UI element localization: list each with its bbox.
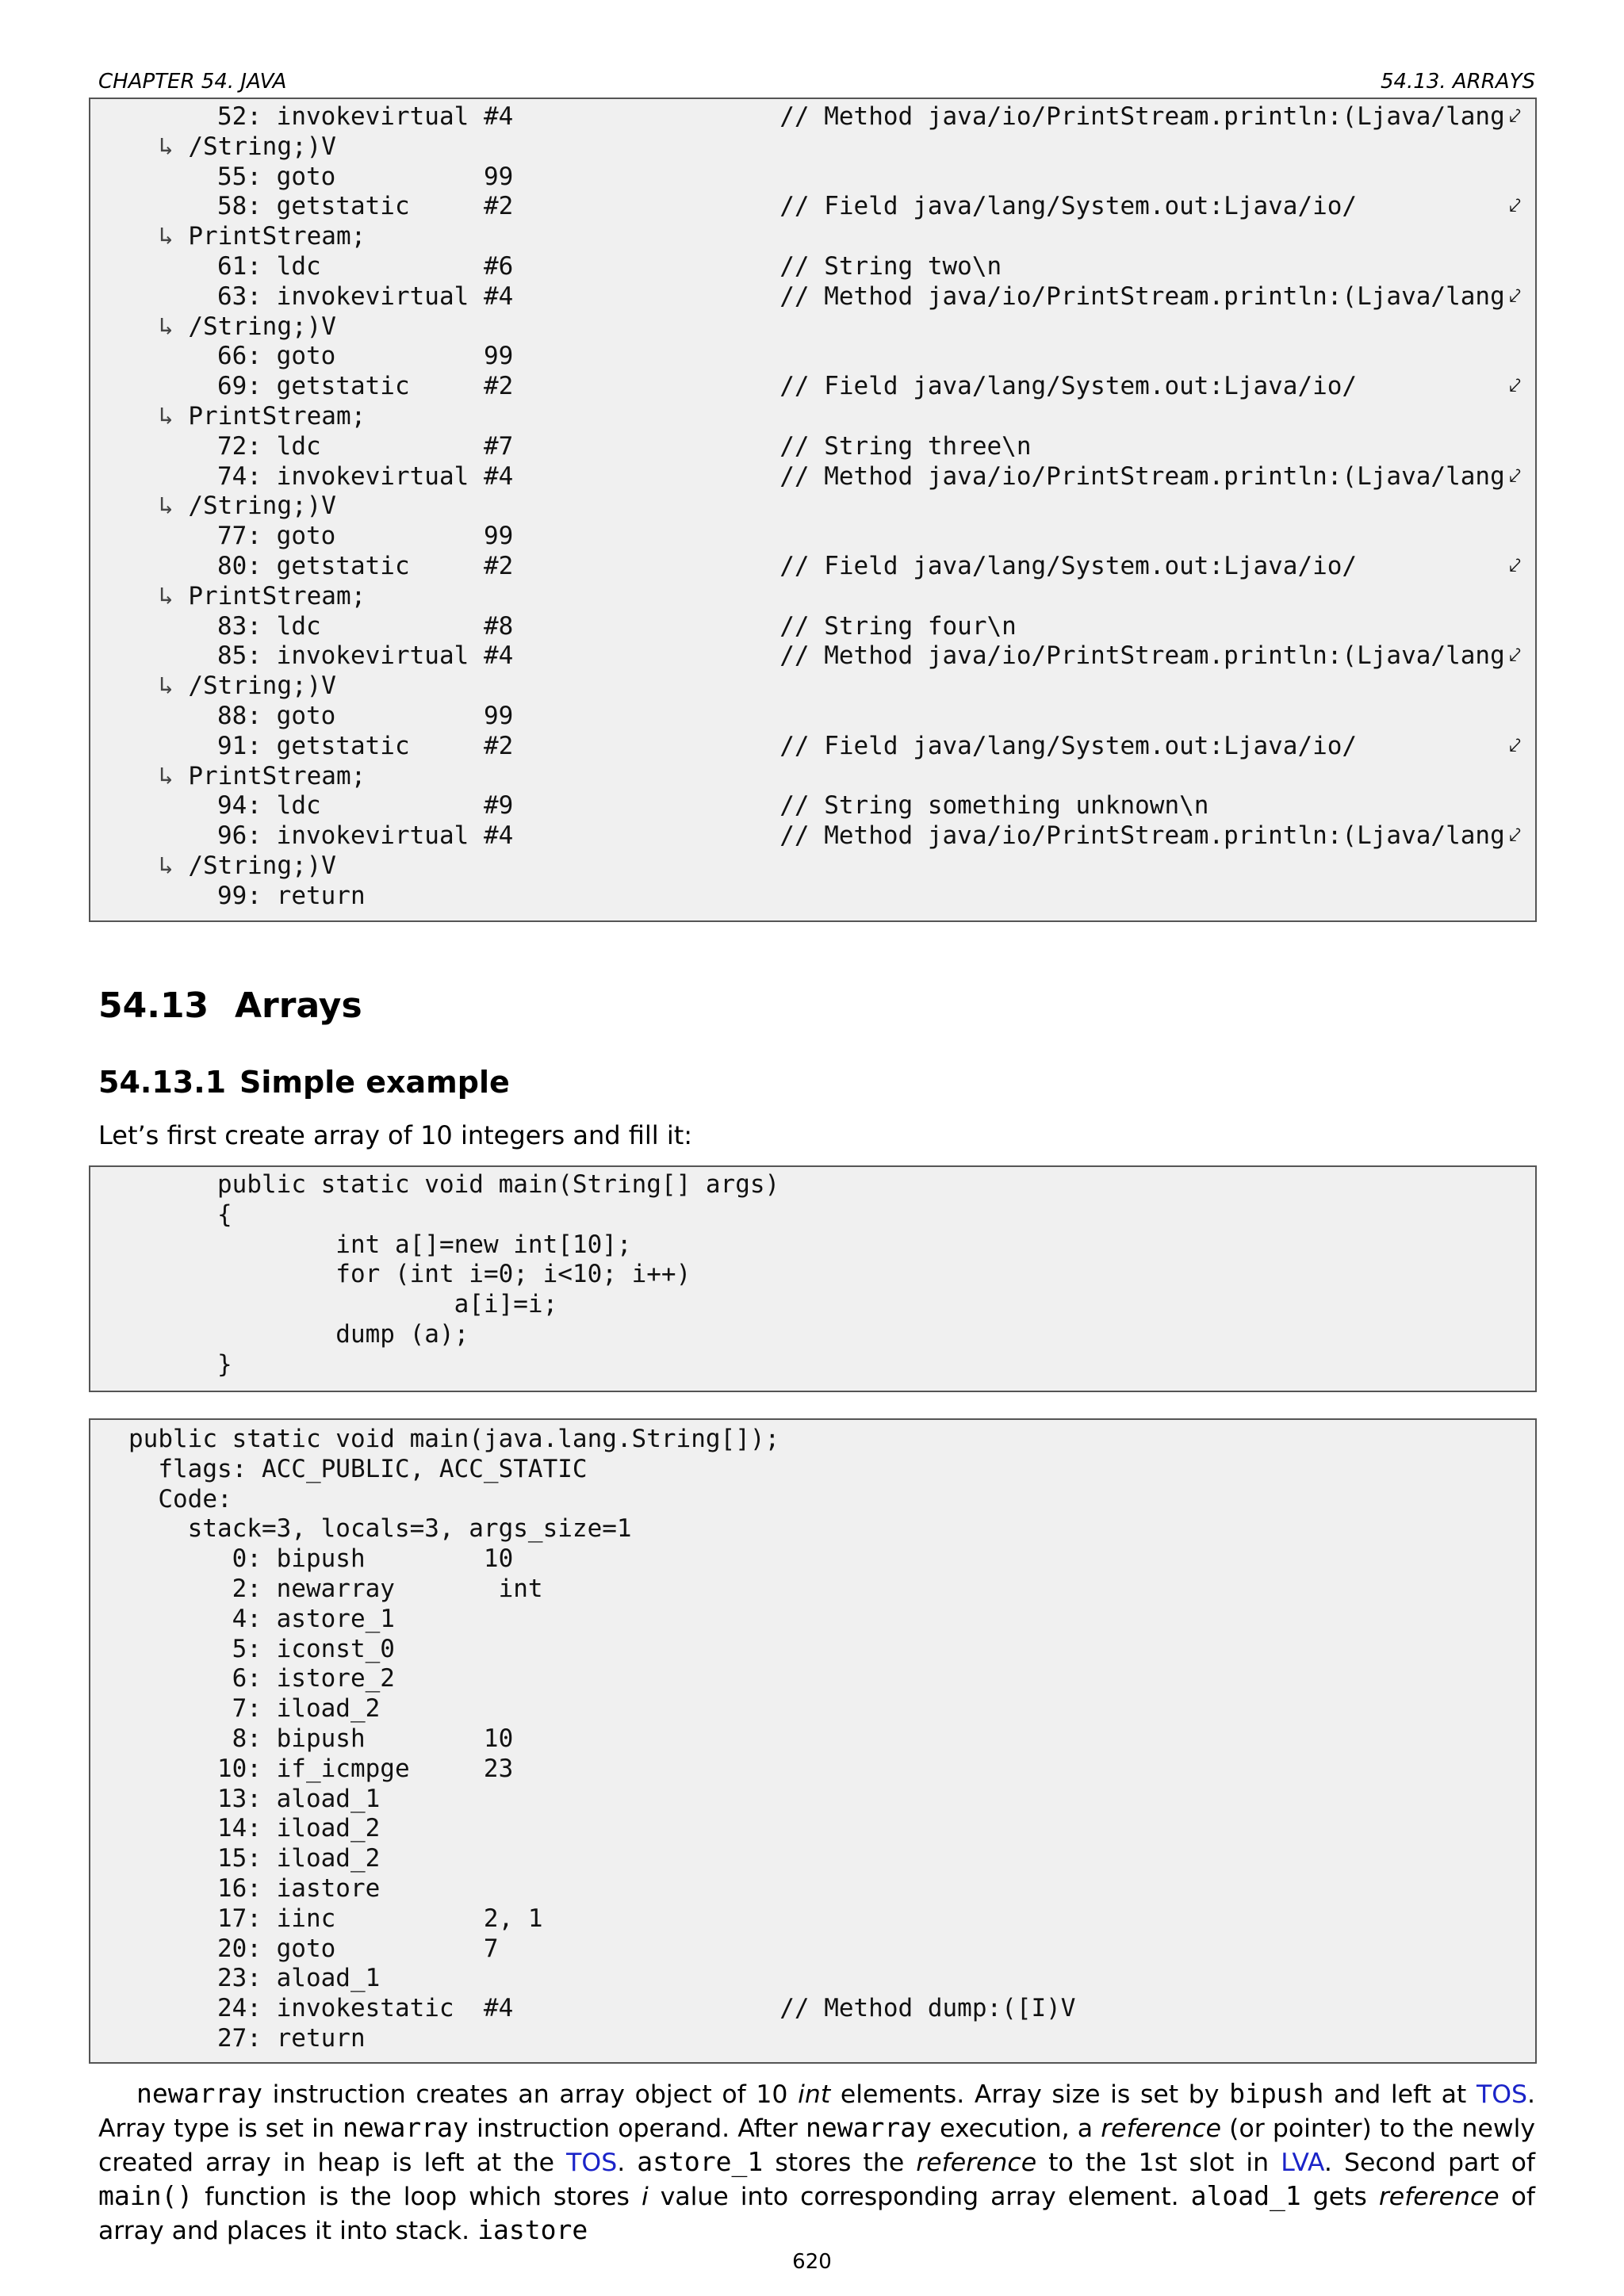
code-text: stack=3, locals=3, args_size=1	[128, 1514, 632, 1544]
code-text: 27: return	[128, 2023, 366, 2053]
code-term-newarray: newarray	[806, 2112, 932, 2143]
code-line	[90, 1320, 1535, 1350]
code-line	[90, 282, 1535, 312]
code-text: 14: iload_2	[128, 1814, 381, 1843]
code-line	[90, 1664, 1535, 1694]
line-continuation-icon: ↳	[159, 312, 174, 341]
code-text: 0: bipush 10	[128, 1544, 514, 1574]
code-line	[90, 1724, 1535, 1755]
line-wrap-icon: ⤦	[1509, 105, 1521, 128]
code-text-continued: /String;)V	[173, 492, 336, 521]
code-text: 23: aload_1	[128, 1964, 381, 1993]
code-term-astore: astore_1	[637, 2146, 764, 2177]
line-continuation-icon: ↳	[159, 581, 174, 610]
code-line	[90, 1170, 1535, 1200]
line-wrap-icon: ⤦	[1509, 553, 1521, 578]
code-text: 96: invokevirtual #4 // Method java/io/PrintStream.println:(Ljava/lang	[217, 821, 1505, 851]
subsection-heading	[98, 1065, 510, 1100]
code-text-continued: PrintStream;	[173, 401, 366, 430]
term-reference: reference	[1378, 2183, 1500, 2211]
code-text	[159, 762, 366, 792]
paragraph-text: .	[617, 2149, 638, 2177]
code-text: }	[217, 1349, 232, 1379]
paragraph-text: and left at	[1323, 2080, 1477, 2109]
code-text	[159, 582, 366, 612]
paragraph-text: elements. Array size is set by	[830, 2080, 1230, 2109]
code-line	[90, 552, 1535, 582]
term-reference: reference	[1101, 2114, 1222, 2143]
code-text: dump (a);	[217, 1319, 469, 1349]
paragraph-text: instruction operand. After	[468, 2114, 806, 2143]
code-text: 80: getstatic #2 // Field java/lang/System.out:Ljava/io/	[217, 551, 1358, 580]
paragraph-text: . Array type is set in	[98, 2080, 1535, 2143]
paragraph-text: function is the loop which stores	[193, 2183, 642, 2211]
code-text: 24: invokestatic #4 // Method dump:([I)V	[128, 1994, 1076, 2023]
code-term-iastore: iastore	[477, 2214, 588, 2245]
code-text: 6: istore_2	[128, 1664, 395, 1693]
paragraph-text: of array and places it into stack.	[98, 2183, 1536, 2245]
paragraph-text: . Second part of	[1323, 2149, 1536, 2177]
explanation-paragraph	[98, 2077, 1535, 2248]
code-line	[90, 163, 1535, 193]
code-line	[90, 1350, 1535, 1380]
code-text: 91: getstatic #2 // Field java/lang/System.out:Ljava/io/	[217, 731, 1358, 760]
code-text: 10: if_icmpge 23	[128, 1754, 514, 1783]
code-text-continued: PrintStream;	[173, 581, 366, 610]
code-term-bipush: bipush	[1229, 2078, 1324, 2109]
line-wrap-icon: ⤦	[1509, 284, 1521, 308]
code-line	[90, 132, 1535, 163]
code-text: {	[217, 1200, 232, 1229]
code-term-aload: aload_1	[1190, 2180, 1301, 2211]
code-text	[159, 222, 366, 252]
paragraph-text: (or pointer) to the newly created array in heap is left at the	[98, 2114, 1536, 2177]
code-line	[90, 192, 1535, 222]
code-line	[90, 672, 1535, 702]
code-line	[90, 402, 1535, 432]
term-reference: reference	[916, 2149, 1037, 2177]
code-text: 72: ldc #7 // String three\n	[217, 431, 1032, 461]
code-text: 74: invokevirtual #4 // Method java/io/PrintStream.println:(Ljava/lang	[217, 461, 1505, 491]
code-text: flags: ACC_PUBLIC, ACC_STATIC	[128, 1454, 588, 1483]
code-text-continued: /String;)V	[173, 851, 336, 880]
subsection-number: 54.13.1	[98, 1065, 227, 1100]
code-line	[90, 372, 1535, 402]
subsection-title: Simple example	[239, 1065, 510, 1100]
code-text: public static void main(java.lang.String[]);	[128, 1425, 780, 1453]
term-int: int	[798, 2080, 831, 2109]
code-line	[90, 492, 1535, 522]
line-wrap-icon: ⤦	[1509, 733, 1521, 758]
code-term-newarray: newarray	[136, 2078, 262, 2109]
code-line	[90, 702, 1535, 732]
code-line	[90, 252, 1535, 282]
code-text: 7: iload_2	[128, 1694, 381, 1724]
code-line	[90, 612, 1535, 642]
code-line	[90, 1874, 1535, 1904]
code-line	[90, 102, 1535, 132]
code-line	[90, 342, 1535, 372]
code-text: 52: invokevirtual #4 // Method java/io/PrintStream.println:(Ljava/lang	[217, 102, 1505, 131]
section-heading	[98, 985, 362, 1026]
code-line	[90, 462, 1535, 492]
code-text: 99: return	[217, 881, 366, 910]
line-wrap-icon: ⤦	[1509, 374, 1521, 399]
chapter-title: CHAPTER 54. JAVA	[98, 70, 287, 94]
paragraph-text: to the 1st slot in	[1036, 2149, 1281, 2177]
code-text: 5: iconst_0	[128, 1634, 395, 1663]
intro-text: Let’s first create array of 10 integers and fill it:	[98, 1120, 693, 1150]
code-line	[90, 1605, 1535, 1635]
code-line	[90, 1785, 1535, 1815]
code-line	[90, 1290, 1535, 1320]
code-text	[159, 312, 336, 342]
code-line	[90, 1844, 1535, 1874]
running-header	[98, 70, 1535, 95]
line-continuation-icon: ↳	[159, 222, 174, 251]
code-line	[90, 1514, 1535, 1544]
code-text: 69: getstatic #2 // Field java/lang/System.out:Ljava/io/	[217, 372, 1358, 401]
code-line	[90, 1904, 1535, 1934]
code-text: for (int i=0; i<10; i++)	[217, 1260, 691, 1289]
code-text: 15: iload_2	[128, 1844, 381, 1873]
section-title: Arrays	[235, 985, 362, 1026]
code-text-continued: /String;)V	[173, 132, 336, 161]
code-line	[90, 432, 1535, 462]
code-text	[159, 132, 336, 163]
bytecode-listing	[89, 1418, 1537, 2064]
line-continuation-icon: ↳	[159, 672, 174, 701]
code-line	[90, 1230, 1535, 1261]
code-line	[90, 762, 1535, 792]
line-continuation-icon: ↳	[159, 132, 174, 161]
code-text: 88: goto 99	[217, 701, 514, 730]
line-continuation-icon: ↳	[159, 851, 174, 880]
bytecode-listing-continued	[89, 98, 1537, 922]
code-text: 63: invokevirtual #4 // Method java/io/PrintStream.println:(Ljava/lang	[217, 281, 1505, 311]
code-text: 66: goto 99	[217, 342, 514, 371]
glossary-link-tos[interactable]: TOS	[1476, 2080, 1527, 2109]
code-text: a[i]=i;	[217, 1290, 558, 1319]
term-i: i	[641, 2183, 649, 2211]
code-text-continued: /String;)V	[173, 672, 336, 701]
code-text-continued: PrintStream;	[173, 761, 366, 790]
code-text: 4: astore_1	[128, 1604, 395, 1633]
line-continuation-icon: ↳	[159, 401, 174, 430]
code-line	[90, 1575, 1535, 1605]
code-line	[90, 222, 1535, 252]
code-line	[90, 1425, 1535, 1455]
section-number: 54.13	[98, 985, 209, 1026]
code-text: Code:	[128, 1484, 232, 1513]
code-line	[90, 1635, 1535, 1665]
code-line	[90, 1694, 1535, 1724]
code-text	[159, 672, 336, 702]
code-text: 61: ldc #6 // String two\n	[217, 251, 1002, 281]
line-wrap-icon: ⤦	[1509, 464, 1521, 488]
code-line	[90, 641, 1535, 672]
code-line	[90, 1200, 1535, 1230]
paragraph-text: gets	[1300, 2183, 1379, 2211]
line-continuation-icon: ↳	[159, 761, 174, 790]
code-line	[90, 2024, 1535, 2054]
code-line	[90, 1544, 1535, 1575]
code-line	[90, 882, 1535, 912]
code-text: 8: bipush 10	[128, 1724, 514, 1753]
code-text: public static void main(String[] args)	[217, 1170, 780, 1199]
page-number: 620	[792, 2250, 832, 2274]
code-line	[90, 312, 1535, 342]
code-text: 77: goto 99	[217, 522, 514, 551]
code-text: 55: goto 99	[217, 162, 514, 191]
code-line	[90, 1755, 1535, 1785]
paragraph-text: value into corresponding array element.	[648, 2183, 1191, 2211]
code-text: int a[]=new int[10];	[217, 1230, 632, 1259]
code-text: 94: ldc #9 // String something unknown\n	[217, 791, 1209, 821]
code-text: 2: newarray int	[128, 1574, 543, 1603]
glossary-link-tos[interactable]: TOS	[566, 2149, 618, 2177]
code-text: 85: invokevirtual #4 // Method java/io/PrintStream.println:(Ljava/lang	[217, 641, 1505, 671]
code-line	[90, 1455, 1535, 1485]
line-wrap-icon: ⤦	[1509, 194, 1521, 219]
code-line	[90, 522, 1535, 552]
code-text: 13: aload_1	[128, 1784, 381, 1813]
code-line	[90, 1814, 1535, 1844]
paragraph-text: execution, a	[931, 2114, 1101, 2143]
code-line	[90, 851, 1535, 882]
code-line	[90, 821, 1535, 851]
code-text	[159, 492, 336, 522]
code-text: 16: iastore	[128, 1873, 381, 1903]
code-line	[90, 1260, 1535, 1290]
code-text: 20: goto 7	[128, 1934, 499, 1963]
line-wrap-icon: ⤦	[1509, 824, 1521, 848]
code-line	[90, 1485, 1535, 1515]
code-line	[90, 1934, 1535, 1965]
code-text	[159, 402, 366, 432]
line-wrap-icon: ⤦	[1509, 644, 1521, 668]
code-term-newarray: newarray	[342, 2112, 469, 2143]
code-text-continued: PrintStream;	[173, 222, 366, 251]
code-line	[90, 1994, 1535, 2024]
paragraph-text: instruction creates an array object of 10	[262, 2080, 799, 2109]
code-line	[90, 732, 1535, 762]
code-line	[90, 791, 1535, 821]
code-text: 83: ldc #8 // String four\n	[217, 611, 1017, 641]
paragraph-text: stores the	[763, 2149, 917, 2177]
code-text: 17: iinc 2, 1	[128, 1904, 543, 1933]
code-term-main: main()	[98, 2180, 193, 2211]
section-running-title: 54.13. ARRAYS	[1380, 70, 1535, 94]
code-text	[159, 851, 336, 882]
line-continuation-icon: ↳	[159, 492, 174, 521]
java-source-listing	[89, 1165, 1537, 1392]
glossary-link-lva[interactable]: LVA	[1281, 2149, 1324, 2177]
code-text: 58: getstatic #2 // Field java/lang/System.out:Ljava/io/	[217, 192, 1358, 221]
code-text-continued: /String;)V	[173, 312, 336, 341]
code-line	[90, 582, 1535, 612]
code-line	[90, 1964, 1535, 1994]
